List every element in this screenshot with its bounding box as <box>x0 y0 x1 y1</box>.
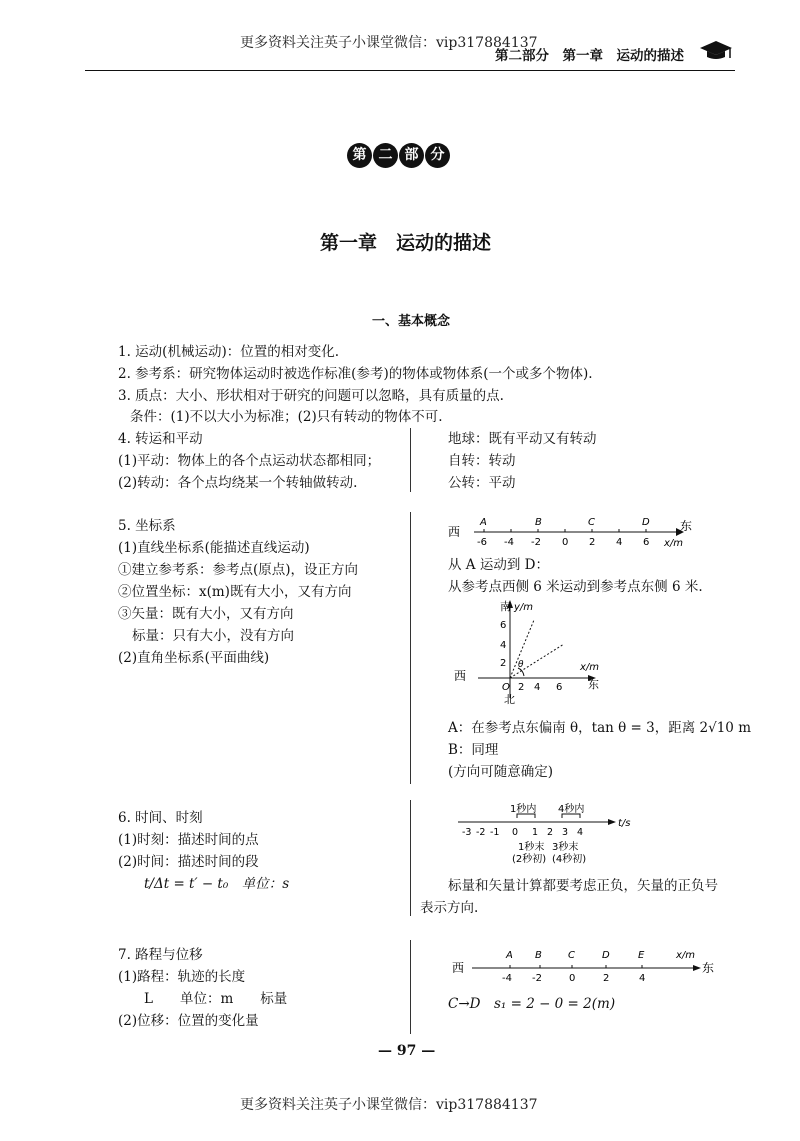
time-label-5: (2秒初) <box>512 854 547 865</box>
item-3: 3. 质点：大小、形状相对于研究的问题可以忽略，具有质量的点. <box>118 388 504 404</box>
time-label-2: 4秒内 <box>558 804 585 815</box>
chapter-title: 第一章 运动的描述 <box>320 232 492 254</box>
plane-origin-label: O <box>502 682 510 693</box>
item-7c: (2)位移：位置的变化量 <box>118 1013 259 1029</box>
axis1-unit: x/m <box>664 538 684 549</box>
header-rule <box>85 70 735 71</box>
x-tick-label: 6 <box>556 682 563 693</box>
item-5d: ③矢量：既有大小，又有方向 <box>118 606 294 622</box>
item-4: 4. 转运和平动 <box>118 431 203 447</box>
item-2: 2. 参考系：研究物体运动时被选作标准(参考)的物体或物体系(一个或多个物体). <box>118 366 593 382</box>
plane-west-label: 西 <box>454 669 467 683</box>
point-label: C <box>588 517 595 528</box>
item-6a: (1)时刻：描述时间的点 <box>118 832 259 848</box>
item-5a: (1)直线坐标系(能描述直线运动) <box>118 540 310 556</box>
item-5-right-2: 从参考点西侧 6 米运动到参考点东侧 6 米. <box>448 579 703 595</box>
axis1-east-label: 东 <box>680 519 693 533</box>
y-tick-label: 2 <box>500 658 507 669</box>
time-label-3: 1秒末 <box>518 842 545 853</box>
time-tick: -2 <box>476 827 486 838</box>
axis2-west-label: 西 <box>452 961 465 975</box>
section-title: 一、基本概念 <box>372 314 451 329</box>
part-badge-char: 分 <box>425 143 450 168</box>
axis1-west-label: 西 <box>448 525 461 539</box>
part-badge-char: 二 <box>373 143 398 168</box>
plane-y-unit: y/m <box>514 602 534 613</box>
tick-label: 0 <box>569 973 576 984</box>
number-line-diagram <box>444 510 694 556</box>
point-label: E <box>638 950 645 961</box>
time-label-6: (4秒初) <box>552 854 587 865</box>
item-3-condition: 条件：(1)不以大小为标准；(2)只有转动的物体不可. <box>130 409 443 425</box>
item-6: 6. 时间、时刻 <box>118 810 203 826</box>
part-badge-char: 第 <box>347 143 372 168</box>
time-tick: -3 <box>462 827 472 838</box>
plane-north-label: 南 <box>500 600 511 613</box>
time-tick: 4 <box>577 827 584 838</box>
item-4a: (1)平动：物体上的各个点运动状态都相同； <box>118 453 381 469</box>
column-divider <box>410 428 411 492</box>
tick-label: -6 <box>477 537 487 548</box>
item-5-right-1: 从 A 运动到 D： <box>448 557 549 573</box>
y-tick-label: 4 <box>500 640 507 651</box>
item-5b: ①建立参考系：参考点(原点)，设正方向 <box>118 562 359 578</box>
item-7a: (1)路程：轨迹的长度 <box>118 969 246 985</box>
item-1: 1. 运动(机械运动)：位置的相对变化. <box>118 344 339 360</box>
point-label: A <box>506 950 513 961</box>
theta-label: θ <box>518 660 524 670</box>
item-6c: t/Δt = t′ − t₀ 单位：s <box>144 876 290 892</box>
plane-east-label: 东 <box>588 678 599 691</box>
column-divider <box>410 800 411 916</box>
time-tick: 1 <box>532 827 539 838</box>
point-label: B <box>535 517 542 528</box>
time-label-4: 3秒末 <box>552 842 579 853</box>
x-tick-label: 4 <box>534 682 541 693</box>
tick-label: -2 <box>531 537 541 548</box>
plane-x-unit: x/m <box>580 662 600 673</box>
axis2-east-label: 东 <box>702 961 715 975</box>
item-4-right-2: 自转：转动 <box>448 453 516 469</box>
watermark-bottom: 更多资料关注英子小课堂微信：vip317884137 <box>240 1097 538 1113</box>
y-tick-label: 6 <box>500 620 507 631</box>
point-label: A <box>480 517 487 528</box>
column-divider <box>410 940 411 1034</box>
item-4-right-1: 地球：既有平动又有转动 <box>448 431 597 447</box>
item-5-right-4: B：同理 <box>448 742 499 758</box>
item-5e: 标量：只有大小，没有方向 <box>132 628 294 644</box>
displacement-axis-diagram <box>450 946 720 986</box>
graduation-cap-icon <box>698 38 734 66</box>
point-label: C <box>568 950 575 961</box>
time-tick: 2 <box>547 827 554 838</box>
tick-label: 6 <box>643 537 650 548</box>
time-axis-diagram <box>450 800 640 870</box>
tick-label: 0 <box>562 537 569 548</box>
tick-label: 4 <box>616 537 623 548</box>
tick-label: -4 <box>504 537 514 548</box>
page-number: — 97 — <box>378 1043 436 1059</box>
tick-label: -2 <box>532 973 542 984</box>
item-5-right-5: (方向可随意确定) <box>448 764 554 780</box>
item-4b: (2)转动：各个点均绕某一个转轴做转动. <box>118 475 358 491</box>
column-divider <box>410 512 411 784</box>
time-label-1: 1秒内 <box>510 804 537 815</box>
time-unit: t/s <box>618 818 631 829</box>
time-tick: -1 <box>490 827 500 838</box>
plane-south-label: 北 <box>504 693 515 706</box>
running-header: 第二部分 第一章 运动的描述 <box>495 48 684 64</box>
tick-label: 4 <box>639 973 646 984</box>
item-5: 5. 坐标系 <box>118 518 176 534</box>
item-5c: ②位置坐标：x(m)既有大小，又有方向 <box>118 584 352 600</box>
part-badge-char: 部 <box>399 143 424 168</box>
item-6-right-2: 表示方向. <box>420 900 479 916</box>
item-7-right-1: C→D s₁ = 2 − 0 = 2(m) <box>448 996 616 1012</box>
time-tick: 3 <box>562 827 569 838</box>
tick-label: 2 <box>603 973 610 984</box>
time-tick: 0 <box>512 827 519 838</box>
item-6-right-1: 标量和矢量计算都要考虑正负，矢量的正负号 <box>448 878 718 894</box>
item-5-right-3: A：在参考点东偏南 θ，tan θ = 3，距离 2√10 m <box>448 720 751 736</box>
watermark-top: 更多资料关注英子小课堂微信：vip317884137 <box>240 35 538 51</box>
point-label: D <box>602 950 610 961</box>
x-tick-label: 2 <box>518 682 525 693</box>
tick-label: 2 <box>589 537 596 548</box>
part-badge <box>347 143 451 168</box>
tick-label: -4 <box>502 973 512 984</box>
axis2-unit: x/m <box>676 950 696 961</box>
item-5f: (2)直角坐标系(平面曲线) <box>118 650 270 666</box>
plane-coordinate-diagram <box>448 598 618 710</box>
point-label: D <box>642 517 650 528</box>
item-6b: (2)时间：描述时间的段 <box>118 854 259 870</box>
item-7: 7. 路程与位移 <box>118 947 203 963</box>
item-4-right-3: 公转：平动 <box>448 475 516 491</box>
point-label: B <box>535 950 542 961</box>
item-7b: L 单位：m 标量 <box>144 991 288 1007</box>
